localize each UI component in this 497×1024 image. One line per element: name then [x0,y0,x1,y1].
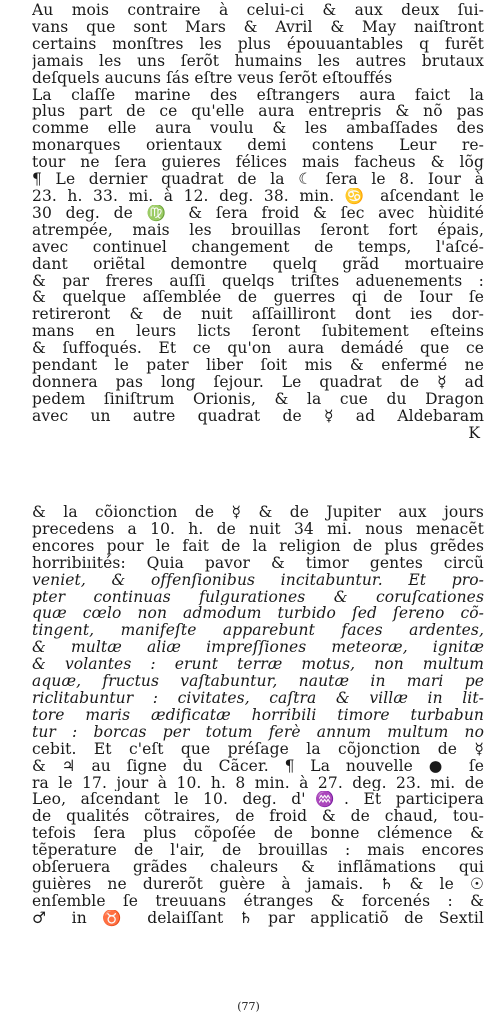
latin-text-line: & volantes : erunt terræ motus, non multum [32,656,484,674]
page-number: (77) [237,1000,260,1013]
text-line: avec un autre quadrat de ☿ ad Aldebaram [32,407,484,425]
text-line: ra le 17. jour à 10. h. 8 min. à 27. deg. 23. mi. de [32,774,484,792]
text-line: tour ne ſera guieres félices mais facheus & lõg [32,154,484,172]
catchword: K [468,424,480,442]
text-line: cebit. Et c'eſt que préſage la cõjonction de ☿ [32,740,484,758]
text-line: pedem ſiniſtrum Orionis, & la cue du Dragon [32,390,484,408]
latin-text-line: aquæ, fructus vaſtabuntur, nautæ in mari pe [32,673,484,690]
bottom-text-block [32,504,484,927]
text-line: tefois ſera plus cõpoſée de bonne clémence & [32,825,484,843]
text-line: & ♃ au ſigne du Cãcer. ¶ La nouvelle ● ſe [32,757,484,775]
text-line: Au mois contraire à celui-ci & aux deux ſui- [32,2,484,19]
text-line: & la cõionction de ☿ & de Jupiter aux jours [32,504,484,521]
text-line: horribiıités: Quia pavor & timor gentes circũ [32,554,484,572]
text-line: plus part de ce qu'elle aura entrepris & nõ pas [32,103,484,121]
text-line: comme elle aura voulu & les ambaſſades des [32,120,484,138]
text-line: ♂ in ♉ delaiſſant ♄ par applicatiõ de Sextil [32,909,484,927]
text-line: encores pour le fait de la religion de plus grẽdes [32,537,484,555]
text-line: retireront & de nuit aſſailliront dont ies dor- [32,306,484,324]
text-line: ¶ Le dernier quadrat de la ☾ ſera le 8. Iour à [32,171,484,188]
top-text-block [32,2,484,442]
text-line: de qualités cõtraires, de froid & de chaud, tou- [32,808,484,826]
latin-text-line: tingent, manifeſte apparebunt faces ardentes, [32,622,484,640]
text-line: 23. h. 33. mi. à 12. deg. 38. min. ♋ aſcendant le [32,187,484,205]
text-line: guières ne durerõt guère à jamais. ♄ & le ☉ [32,875,484,893]
latin-text-line: & multæ aliæ impreſſiones meteoræ, ignitæ [32,639,484,657]
text-line: 30 deg. de ♍ & ſera froid & ſec avec hùidité [32,204,484,222]
text-line: Leo, aſcendant le 10. deg. d'♒. Et participera [32,791,484,809]
text-line: vans que sont Mars & Avril & May naiſtront [32,18,484,36]
text-line: tẽperature de l'air, de brouillas : mais encores [32,842,484,860]
text-line: & quelque aſſemblée de guerres qi de Iour ſe [32,289,484,307]
text-line: obſeruera grãdes chaleurs & inflãmations qui [32,859,484,876]
text-line: & ſuffoqués. Et ce qu'on aura demádé que ce [32,340,484,358]
text-line: deſquels aucuns ſás eſtre veus ſerõt eſtouffés [32,69,393,87]
text-line: mans en leurs licts ſeront ſubitement eſteins [32,323,484,341]
latin-text-line: quæ cœlo non admodum turbido ſed ſereno cõ- [32,605,484,623]
text-line: pendant le pater liber ſoit mis & enfermé ne [32,357,484,374]
text-line: atrempée, mais les brouillas ſeront fort épais, [32,221,484,239]
text-line: certains monſtres les plus épouuantables q furẽt [32,35,484,53]
text-line: monarques orientaux demi contens Leur re- [32,137,484,155]
text-line: La claſſe marine des eſtrangers aura faict la [32,86,484,104]
latin-text-line: tur : borcas per totum ferè annum multum no [32,723,484,741]
text-line: enſemble ſe treuuans étranges & forcenés : & [32,892,484,910]
latin-text-line: pter continuas fulgurationes & coruſcationes [32,588,484,606]
text-line: jamais les uns ſerõt humains les autres brutaux [32,52,484,70]
latin-text-line: riclitabuntur : civitates, caſtra & villæ in lit- [32,689,484,707]
text-line: & par freres auſſi quelqs triſtes aduenements : [32,272,484,290]
text-line: precedens a 10. h. de nuit 34 mi. nous menacẽt [32,520,484,538]
text-line: avec continuel changement de temps, l'aſcé- [32,238,484,256]
text-line: dant oriẽtal demontre quelq grãd mortuaire [32,255,484,273]
latin-text-line: tore maris ædificatæ horribili timore turbabun [32,706,484,724]
latin-text-line: veniet, & offenſionibus incitabuntur. Et pro- [32,571,484,589]
text-line: donnera pas long ſejour. Le quadrat de ☿ ad [32,373,484,391]
